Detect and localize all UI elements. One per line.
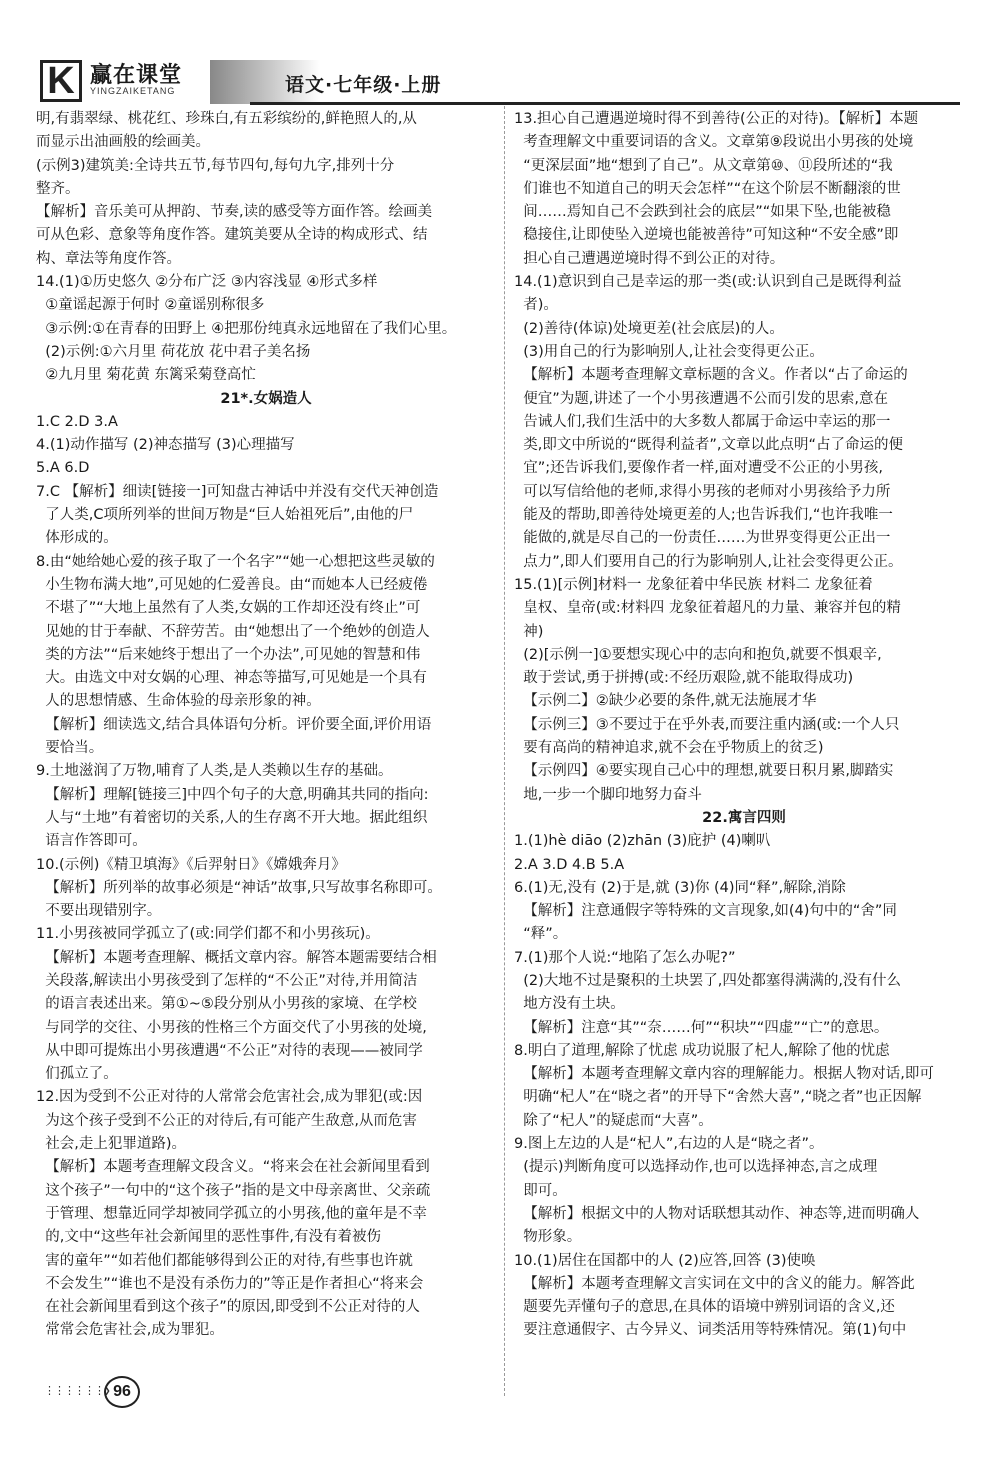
- section-heading: 21*.女娲造人: [220, 390, 312, 407]
- logo-k-icon: K: [40, 60, 82, 102]
- text-line: 语言作答即可。: [36, 833, 147, 850]
- header-rule: [250, 102, 960, 105]
- text-line: 【示例二】②缺少必要的条件,就无法施展才华: [514, 693, 817, 710]
- text-line: “释”。: [514, 926, 568, 943]
- text-line: 构、章法等角度作答。: [36, 250, 181, 267]
- text-line: ②九月里 菊花黄 东篱采菊登高忙: [36, 367, 256, 384]
- text-line: 能及的帮助,即善待处境更差的人;也告诉我们,“也许我唯一: [514, 507, 893, 524]
- text-line: (示例3)建筑美:全诗共五节,每节四句,每句九字,排列十分: [36, 157, 395, 174]
- text-line: 稳接住,让即使坠入逆境也能被善待”可知这种“不安全感”即: [514, 227, 899, 244]
- text-line: 物形象。: [514, 1229, 582, 1246]
- text-line: 【解析】所列举的故事必须是“神话”故事,只写故事名称即可。: [36, 879, 442, 896]
- text-line: 明,有翡翠绿、桃花红、珍珠白,有五彩缤纷的,鲜艳照人的,从: [36, 111, 417, 127]
- text-line: 要有高尚的精神追求,就不会在乎物质上的贫乏): [514, 740, 824, 757]
- text-line: (2)善待(体谅)处境更差(社会底层)的人。: [514, 320, 784, 337]
- text-line: 可以写信给他的老师,求得小男孩的老师对小男孩给予力所: [514, 483, 891, 500]
- text-line: 者)。: [514, 297, 558, 314]
- text-line: 6.(1)无,没有 (2)于是,就 (3)你 (4)同“释”,解除,消除: [514, 879, 846, 896]
- section-heading: 22.寓言四则: [702, 809, 786, 826]
- text-line: 8.由“她给她心爱的孩子取了一个名字”“她一心想把这些灵敏的: [36, 553, 435, 570]
- text-line: 间……焉知自己不会跌到社会的底层”“如果下坠,也能被稳: [514, 204, 891, 221]
- subject-title: 语文·七年级·上册: [285, 74, 442, 96]
- text-line: ③示例:①在青春的田野上 ④把那份纯真永远地留在了我们心里。: [36, 320, 457, 337]
- text-line: 12.因为受到不公正对待的人常常会危害社会,成为罪犯(或:因: [36, 1089, 423, 1106]
- text-line: 13.担心自己遭遇逆境时得不到善待(公正的对待)。【解析】本题: [514, 111, 919, 127]
- text-line: 1.C 2.D 3.A: [36, 413, 118, 430]
- text-line: 体形成的。: [36, 530, 118, 547]
- text-line: 们孤立了。: [36, 1066, 118, 1083]
- text-line: 于管理、想靠近同学却被同学孤立的小男孩,他的童年是不幸: [36, 1205, 427, 1222]
- text-line: 【示例四】④要实现自己心中的理想,就要日积月累,脚踏实: [514, 763, 894, 780]
- text-line: 8.明白了道理,解除了忧虑 成功说服了杞人,解除了他的忧虑: [514, 1042, 890, 1059]
- text-line: (2)[示例一]①要想实现心中的志向和抱负,就要不惧艰辛,: [514, 646, 882, 663]
- column-divider: [504, 106, 505, 1396]
- text-line: 【示例三】③不要过于在乎外表,而要注重内涵(或:一个人只: [514, 716, 900, 733]
- text-line: 不要出现错别字。: [36, 903, 162, 920]
- text-line: 常常会危害社会,成为罪犯。: [36, 1322, 224, 1339]
- text-line: 便宜”为题,讲述了一个小男孩遭遇不公而引发的思索,意在: [514, 390, 888, 407]
- page-number: 96: [104, 1376, 140, 1408]
- text-line: 能做的,就是尽自己的一份责任……为世界变得更公正出一: [514, 530, 891, 547]
- page-header: [40, 60, 960, 106]
- text-line: 神): [514, 623, 544, 640]
- text-line: 【解析】细读选文,结合具体语句分析。评价要全面,评价用语: [36, 716, 432, 733]
- text-line: 而显示出油画般的绘画美。: [36, 134, 210, 151]
- text-line: 【解析】注意通假字等特殊的文言现象,如(4)句中的“舍”同: [514, 903, 897, 920]
- text-line: 【解析】根据文中的人物对话联想其动作、神态等,进而明确人: [514, 1205, 920, 1222]
- text-line: “更深层面”地“想到了自己”。从文章第⑩、⑪段所述的“我: [514, 157, 893, 174]
- text-line: 【解析】理解[链接三]中四个句子的大意,明确其共同的指向:: [36, 786, 429, 803]
- text-line: 人的思想情感、生命体验的母亲形象的神。: [36, 693, 321, 710]
- text-line: 点力”,即人们要用自己的行为影响别人,让社会变得更公正。: [514, 553, 903, 570]
- text-line: 10.(示例)《精卫填海》《后羿射日》《嫦娥奔月》: [36, 856, 346, 873]
- text-line: 社会,走上犯罪道路)。: [36, 1136, 186, 1153]
- text-line: 地,一步一个脚印地努力奋斗: [514, 786, 702, 803]
- text-line: 为这个孩子受到不公正的对待后,有可能产生敌意,从而危害: [36, 1112, 417, 1129]
- text-line: 大。由选文中对女娲的心理、神态等描写,可见她是一个具有: [36, 670, 427, 687]
- text-line: 害的童年”“如若他们都能够得到公正的对待,有些事也许就: [36, 1252, 413, 1269]
- text-line: 7.(1)那个人说:“地陷了怎么办呢?”: [514, 949, 736, 966]
- left-column: [36, 108, 496, 1364]
- text-line: 这个孩子”一句中的“这个孩子”指的是文中母亲离世、父亲疏: [36, 1182, 431, 1199]
- text-line: 小生物布满大地”,可见她的仁爱善良。由“而她本人已经疲倦: [36, 576, 428, 593]
- text-line: 7.C 【解析】细读[链接一]可知盘古神话中并没有交代天神创造: [36, 483, 439, 500]
- text-line: 关段落,解读出小男孩受到了怎样的“不公正”对待,并用简洁: [36, 972, 418, 989]
- text-line: 除了“杞人”的疑虑而“大喜”。: [514, 1112, 713, 1129]
- text-line: 要恰当。: [36, 740, 104, 757]
- arrow-decoration-icon: ⋮⋮⋮⋮⋮⋮❯: [44, 1384, 110, 1397]
- text-line: 【解析】本题考查理解文章标题的含义。作者以“占了命运的: [514, 367, 908, 384]
- text-line: 5.A 6.D: [36, 460, 90, 477]
- text-line: 地方没有土块。: [514, 996, 625, 1013]
- logo-title: 赢在课堂: [90, 63, 183, 88]
- text-line: 不会发生”“谁也不是没有杀伤力的”等正是作者担心“将来会: [36, 1275, 424, 1292]
- page-footer: [44, 1376, 164, 1410]
- text-line: 2.A 3.D 4.B 5.A: [514, 856, 625, 873]
- text-line: 皇权、皇帝(或:材料四 龙象征着超凡的力量、兼容并包的精: [514, 600, 901, 617]
- text-line: 4.(1)动作描写 (2)神态描写 (3)心理描写: [36, 437, 295, 454]
- text-line: (3)用自己的行为影响别人,让社会变得更公正。: [514, 343, 824, 360]
- text-line: 在社会新闻里看到这个孩子”的原因,即受到不公正对待的人: [36, 1299, 420, 1316]
- text-line: 不堪了”“大地上虽然有了人类,女娲的工作却还没有终止”可: [36, 600, 421, 617]
- text-line: 【解析】音乐美可从押韵、节奏,读的感受等方面作答。绘画美: [36, 204, 433, 221]
- text-line: 考查理解文中重要词语的含义。文章第⑨段说出小男孩的处境: [514, 134, 914, 151]
- text-line: 1.(1)hè diāo (2)zhān (3)庇护 (4)喇叭: [514, 833, 771, 850]
- text-line: 题要先弄懂句子的意思,在具体的语境中辨别词语的含义,还: [514, 1299, 895, 1316]
- text-line: 可从色彩、意象等角度作答。建筑美要从全诗的构成形式、结: [36, 227, 428, 244]
- text-line: 明确“杞人”在“晓之者”的开导下“舍然大喜”,“晓之者”也正因解: [514, 1089, 922, 1106]
- text-line: 从中即可提炼出小男孩遭遇“不公正”对待的表现——被同学: [36, 1042, 423, 1059]
- text-line: 整齐。: [36, 180, 80, 197]
- text-line: 的语言表述出来。第①~⑤段分别从小男孩的家境、在学校: [36, 996, 417, 1013]
- text-line: 9.图上左边的人是“杞人”,右边的人是“晓之者”。: [514, 1136, 824, 1153]
- text-line: 14.(1)意识到自己是幸运的那一类(或:认识到自己是既得利益: [514, 274, 902, 291]
- text-line: 9.土地滋润了万物,哺育了人类,是人类赖以生存的基础。: [36, 763, 393, 780]
- text-line: 类的方法”“后来她终于想出了一个办法”,可见她的智慧和伟: [36, 646, 421, 663]
- text-line: 人与“土地”有着密切的关系,人的生存离不开大地。据此组织: [36, 809, 428, 826]
- text-line: 宜”;还告诉我们,要像作者一样,面对遭受不公正的小男孩,: [514, 460, 883, 477]
- text-line: 【解析】本题考查理解、概括文章内容。解答本题需要结合相: [36, 949, 437, 966]
- text-line: 类,即文中所说的“既得利益者”,文章以此点明“占了命运的便: [514, 437, 903, 454]
- text-line: 们谁也不知道自己的明天会怎样”“在这个阶层不断翻滚的世: [514, 180, 901, 197]
- text-line: 【解析】本题考查理解文言实词在文中的含义的能力。解答此: [514, 1275, 915, 1292]
- text-line: 10.(1)居住在国都中的人 (2)应答,回答 (3)使唤: [514, 1252, 816, 1269]
- text-line: 【解析】本题考查理解文章内容的理解能力。根据人物对话,即可: [514, 1066, 934, 1083]
- right-column: [514, 108, 974, 1364]
- text-line: 见她的甘于奉献、不辞劳苦。由“她想出了一个绝妙的创造人: [36, 623, 430, 640]
- text-line: 11.小男孩被同学孤立了(或:同学们都不和小男孩玩)。: [36, 926, 380, 943]
- text-line: 的,文中“这些年社会新闻里的恶性事件,有没有着被伤: [36, 1229, 381, 1246]
- text-line: 与同学的交往、小男孩的性格三个方面交代了小男孩的处境,: [36, 1019, 427, 1036]
- text-line: 14.(1)①历史悠久 ②分布广泛 ③内容浅显 ④形式多样: [36, 274, 378, 291]
- text-line: (2)大地不过是聚积的土块罢了,四处都塞得满满的,没有什么: [514, 972, 901, 989]
- text-line: 告诫人们,我们生活中的大多数人都属于命运中幸运的那一: [514, 413, 891, 430]
- text-line: 15.(1)[示例]材料一 龙象征着中华民族 材料二 龙象征着: [514, 576, 873, 593]
- text-line: 【解析】本题考查理解文段含义。“将来会在社会新闻里看到: [36, 1159, 430, 1176]
- text-line: 即可。: [514, 1182, 567, 1199]
- text-line: ①童谣起源于何时 ②童谣别称很多: [36, 297, 265, 314]
- text-line: (2)示例:①六月里 荷花放 花中君子美名扬: [36, 343, 311, 360]
- text-line: 担心自己遭遇逆境时得不到公正的对待。: [514, 250, 785, 267]
- logo-subtitle: YINGZAIKETANG: [90, 86, 176, 96]
- text-line: (提示)判断角度可以选择动作,也可以选择神态,言之成理: [514, 1159, 878, 1176]
- text-line: 敢于尝试,勇于拼搏(或:不经历艰险,就不能取得成功): [514, 670, 854, 687]
- text-line: 了人类,C项所列举的世间万物是“巨人始祖死后”,由他的尸: [36, 507, 414, 524]
- text-line: 【解析】注意“其”“奈……何”“积块”“四虚”“亡”的意思。: [514, 1019, 889, 1036]
- text-line: 要注意通假字、古今异义、词类活用等特殊情况。第(1)句中: [514, 1322, 907, 1339]
